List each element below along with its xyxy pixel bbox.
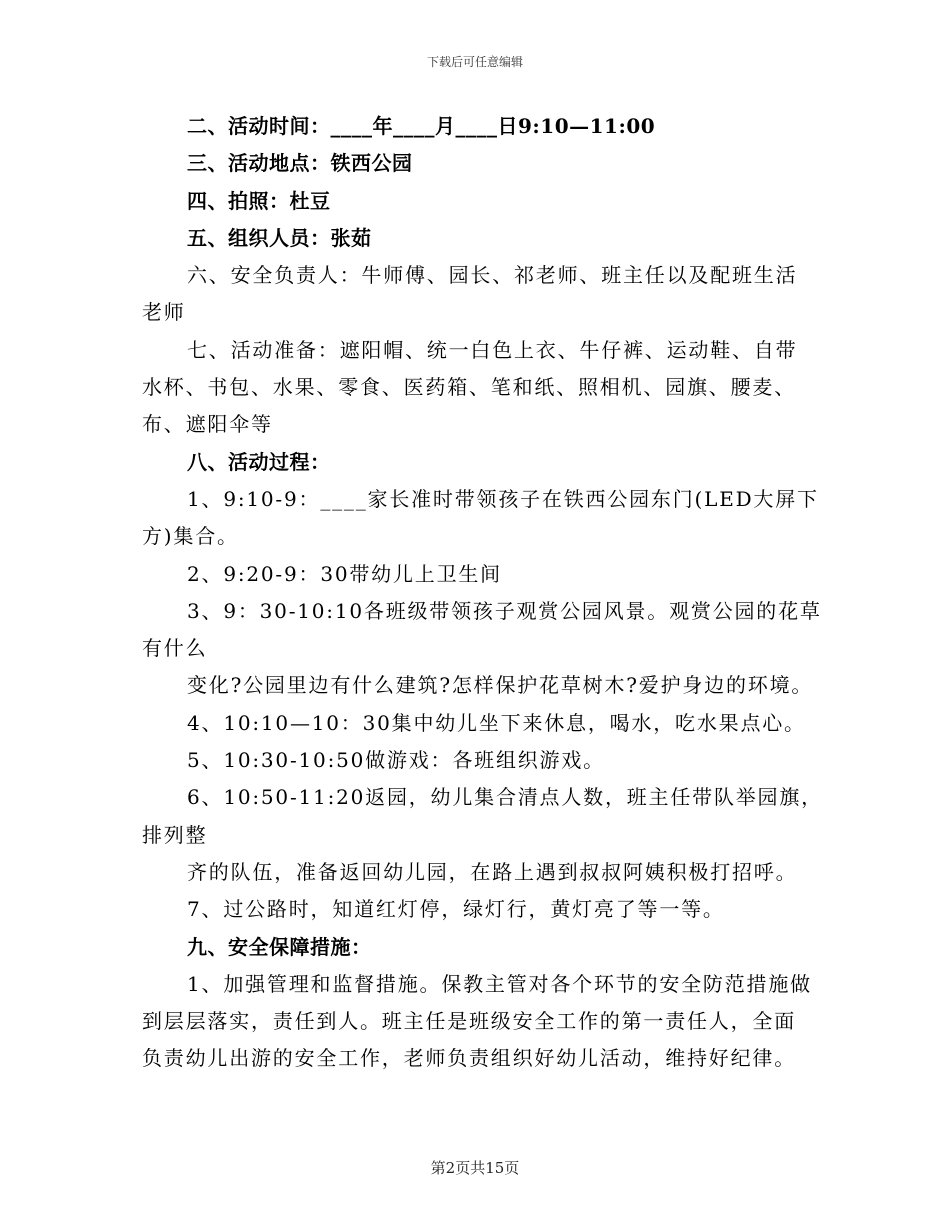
process-step-4: 4、10:10—10：30集中幼儿坐下来休息，喝水，吃水果点心。 [187, 710, 806, 735]
paragraph-line: 有什么 [142, 636, 208, 661]
paragraph-line: 排列整 [142, 822, 208, 847]
section-preparation: 七、活动准备：遮阳帽、统一白色上衣、牛仔裤、运动鞋、自带 [187, 337, 798, 362]
paragraph-line: 负责幼儿出游的安全工作，老师负责组织好幼儿活动，维持好纪律。 [142, 1046, 796, 1071]
page-footer: 第2页共15页 [430, 1159, 520, 1177]
paragraph-line: 布、遮阳伞等 [142, 412, 273, 437]
section-safety-lead: 六、安全负责人：牛师傅、园长、祁老师、班主任以及配班生活 [187, 263, 798, 288]
process-step-1: 1、9:10-9：____家长准时带领孩子在铁西公园东门(LED大屏下 [187, 486, 819, 511]
paragraph-line: 到层层落实，责任到人。班主任是班级安全工作的第一责任人，全面 [142, 1009, 796, 1034]
process-step-5: 5、10:30-10:50做游戏：各班组织游戏。 [187, 748, 605, 773]
process-step-7: 7、过公路时，知道红灯停，绿灯行，黄灯亮了等一等。 [187, 897, 725, 922]
paragraph-line: 老师 [142, 300, 186, 325]
paragraph-line: 齐的队伍，准备返回幼儿园，在路上遇到叔叔阿姨积极打招呼。 [187, 859, 798, 884]
page-header: 下载后可任意编辑 [426, 55, 523, 69]
paragraph-line: 水杯、书包、水果、零食、医药箱、笔和纸、照相机、园旗、腰麦、 [142, 375, 796, 400]
process-step-6: 6、10:50-11:20返园，幼儿集合清点人数，班主任带队举园旗， [187, 785, 823, 810]
paragraph-line: 变化?公园里边有什么建筑?怎样保护花草树木?爱护身边的环境。 [187, 673, 814, 698]
document-body [142, 108, 823, 1078]
safety-measure-1: 1、加强管理和监督措施。保教主管对各个环节的安全防范措施做 [187, 971, 812, 996]
paragraph-line: 方)集合。 [142, 524, 239, 549]
section-organizer: 五、组织人员：张茹 [187, 225, 372, 250]
section-photographer: 四、拍照：杜豆 [187, 188, 331, 213]
section-activity-location: 三、活动地点：铁西公园 [187, 151, 413, 176]
process-step-3: 3、9：30-10:10各班级带领孩子观赏公园风景。观赏公园的花草 [187, 598, 822, 623]
section-activity-time: 二、活动时间：____年____月____日9:10—11:00 [187, 114, 656, 138]
section-safety-heading: 九、安全保障措施： [187, 934, 372, 959]
process-step-2: 2、9:20-9：30带幼儿上卫生间 [187, 561, 502, 586]
section-process-heading: 八、活动过程： [187, 449, 331, 474]
